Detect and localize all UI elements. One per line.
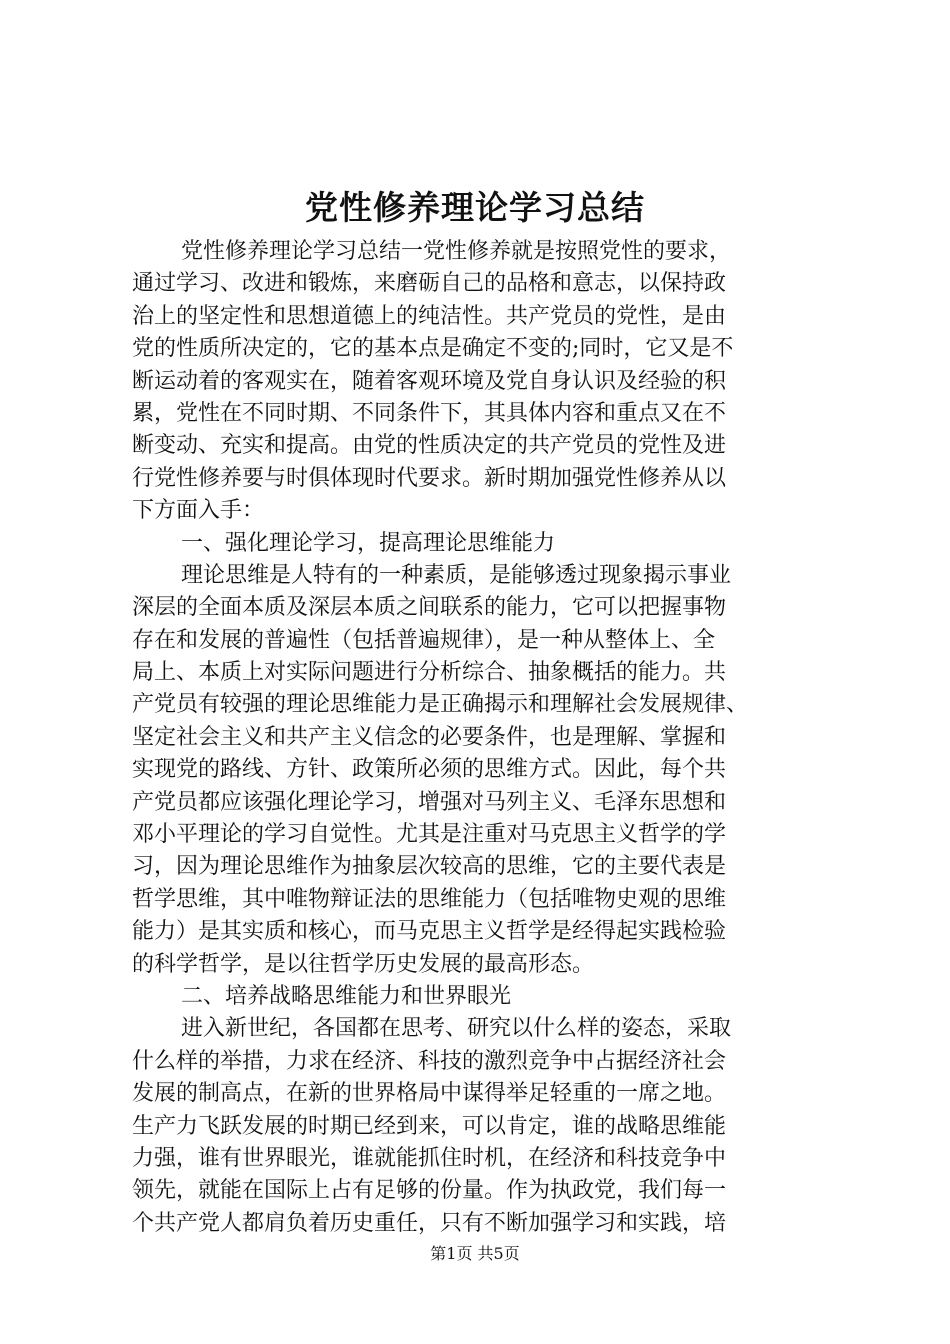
text-line: 产党员有较强的理论思维能力是正确揭示和理解社会发展规律、 — [132, 692, 749, 718]
text-line: 领先，就能在国际上占有足够的份量。作为执政党，我们每一 — [132, 1178, 727, 1204]
text-line: 发展的制高点，在新的世界格局中谋得举足轻重的一席之地。 — [132, 1081, 727, 1107]
text-line: 哲学思维，其中唯物辩证法的思维能力（包括唯物史观的思维 — [132, 886, 727, 912]
text-line: 能力）是其实质和核心，而马克思主义哲学是经得起实践检验 — [132, 919, 727, 945]
text-line: 累，党性在不同时期、不同条件下，其具体内容和重点又在不 — [132, 400, 727, 426]
text-line: 产党员都应该强化理论学习，增强对马列主义、毛泽东思想和 — [132, 789, 727, 815]
text-line: 党的性质所决定的，它的基本点是确定不变的;同时，它又是不 — [132, 336, 734, 362]
section-heading: 二、培养战略思维能力和世界眼光 — [181, 983, 512, 1009]
text-line: 行党性修养要与时俱体现时代要求。新时期加强党性修养从以 — [132, 465, 727, 491]
text-line: 断变动、充实和提高。由党的性质决定的共产党员的党性及进 — [132, 433, 727, 459]
text-line: 断运动着的客观实在，随着客观环境及党自身认识及经验的积 — [132, 368, 727, 394]
document-body — [132, 236, 832, 1240]
section-heading: 一、强化理论学习，提高理论思维能力 — [181, 530, 556, 556]
document-title: 党性修养理论学习总结 — [305, 188, 645, 227]
text-line: 坚定社会主义和共产主义信念的必要条件，也是理解、掌握和 — [132, 724, 727, 750]
text-line: 习，因为理论思维作为抽象层次较高的思维，它的主要代表是 — [132, 854, 727, 880]
text-line: 存在和发展的普遍性（包括普遍规律），是一种从整体上、全 — [132, 627, 716, 653]
text-line: 治上的坚定性和思想道德上的纯洁性。共产党员的党性，是由 — [132, 303, 727, 329]
page-footer — [0, 1243, 950, 1265]
text-line: 个共产党人都肩负着历史重任，只有不断加强学习和实践，培 — [132, 1210, 727, 1236]
text-line: 什么样的举措，力求在经济、科技的激烈竞争中占据经济社会 — [132, 1048, 727, 1074]
text-line: 下方面入手： — [132, 498, 265, 524]
text-line: 深层的全面本质及深层本质之间联系的能力，它可以把握事物 — [132, 595, 727, 621]
page-number: 第1页 共5页 — [430, 1244, 520, 1263]
text-line: 通过学习、改进和锻炼，来磨砺自己的品格和意志，以保持政 — [132, 271, 727, 297]
text-line: 邓小平理论的学习自觉性。尤其是注重对马克思主义哲学的学 — [132, 822, 727, 848]
text-line: 力强，谁有世界眼光，谁就能抓住时机，在经济和科技竞争中 — [132, 1145, 727, 1171]
text-line: 局上、本质上对实际问题进行分析综合、抽象概括的能力。共 — [132, 660, 727, 686]
text-line: 进入新世纪，各国都在思考、研究以什么样的姿态，采取 — [181, 1016, 732, 1042]
text-line: 的科学哲学，是以往哲学历史发展的最高形态。 — [132, 951, 595, 977]
text-line: 党性修养理论学习总结一党性修养就是按照党性的要求， — [181, 239, 732, 264]
text-line: 实现党的路线、方针、政策所必须的思维方式。因此，每个共 — [132, 757, 727, 783]
text-line: 理论思维是人特有的一种素质，是能够透过现象揭示事业 — [181, 562, 732, 588]
text-line: 生产力飞跃发展的时期已经到来，可以肯定，谁的战略思维能 — [132, 1113, 727, 1139]
